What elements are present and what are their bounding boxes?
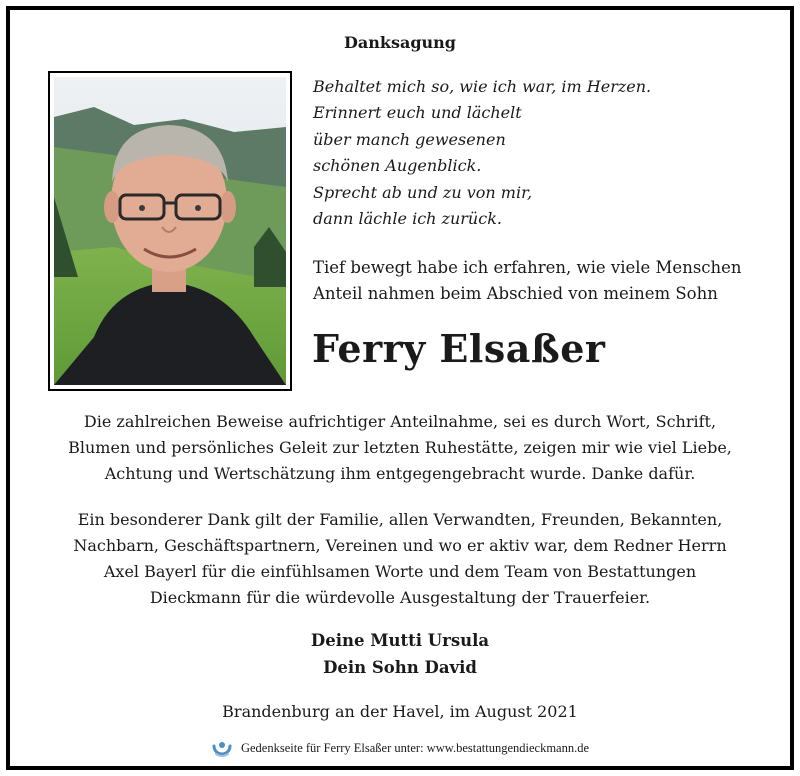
poem-line: über manch gewesenen xyxy=(313,129,506,149)
poem-line: Behaltet mich so, wie ich war, im Herzen. xyxy=(313,77,652,96)
paragraph-line: Dieckmann für die würdevolle Ausgestaltung der Trauerfeier. xyxy=(149,588,651,607)
signer-name: Deine Mutti Ursula xyxy=(310,631,490,650)
paragraph-line: Blumen und persönliches Geleit zur letzten Ruhestätte, zeigen mir wie viel Liebe, xyxy=(68,438,732,457)
paragraph-line: Die zahlreichen Beweise aufrichtiger Anteilnahme, sei es durch Wort, Schrift, xyxy=(83,412,717,431)
poem xyxy=(313,74,651,232)
portrait-photo xyxy=(48,71,292,391)
intro-text xyxy=(313,255,742,307)
paragraph-line: Nachbarn, Geschäftspartnern, Vereinen und wo er aktiv war, dem Redner Herrn xyxy=(73,536,727,555)
intro-line: Tief bewegt habe ich erfahren, wie viele Menschen xyxy=(313,258,742,277)
paragraph-line: Axel Bayerl für die einfühlsamen Worte und dem Team von Bestattungen xyxy=(103,562,697,581)
poem-line: schönen Augenblick. xyxy=(313,156,482,176)
poem-line: Sprecht ab und zu von mir, xyxy=(313,182,533,202)
memorial-link-text[interactable]: Gedenkseite für Ferry Elsaßer unter: www.bestattungendieckmann.de xyxy=(240,740,590,755)
poem-line: dann lächle ich zurück. xyxy=(313,209,502,229)
signer-name: Dein Sohn David xyxy=(323,658,477,677)
thanks-paragraph-1 xyxy=(0,409,800,487)
poem-line: Erinnert euch und lächelt xyxy=(313,103,522,123)
notice-heading: Danksagung xyxy=(344,33,456,52)
intro-line: Anteil nahmen beim Abschied von meinem Sohn xyxy=(313,284,718,303)
deceased-name: Ferry Elsaßer xyxy=(312,326,606,371)
signers xyxy=(0,627,800,681)
memorial-logo-icon xyxy=(211,737,233,759)
portrait-image xyxy=(54,77,286,385)
memorial-link[interactable] xyxy=(241,741,589,756)
paragraph-line: Achtung und Wertschätzung ihm entgegengebracht wurde. Danke dafür. xyxy=(104,464,696,483)
paragraph-line: Ein besonderer Dank gilt der Familie, allen Verwandten, Freunden, Bekannten, xyxy=(77,510,723,529)
place-date: Brandenburg an der Havel, im August 2021 xyxy=(222,702,578,721)
memorial-footer[interactable] xyxy=(0,737,800,759)
thanks-paragraph-2 xyxy=(0,507,800,611)
